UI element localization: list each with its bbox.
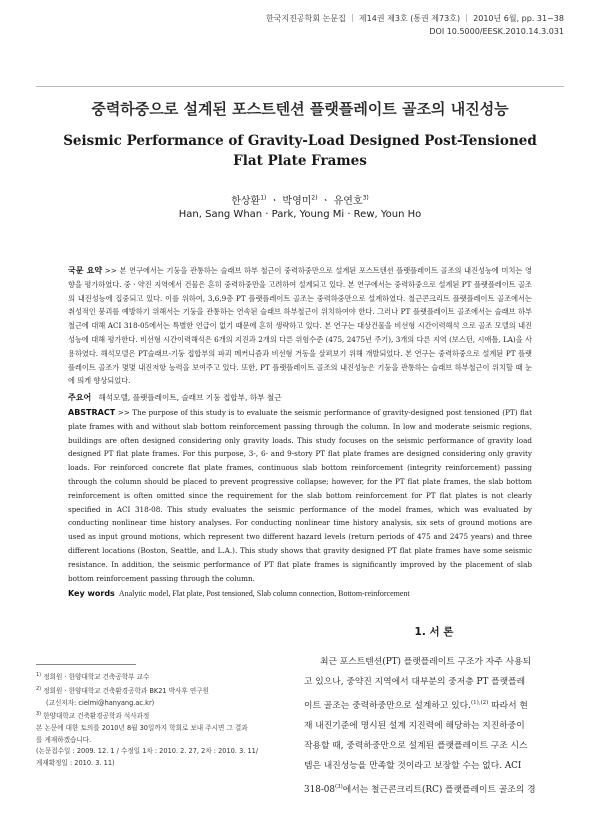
- introduction-body: [304, 652, 562, 800]
- doi: DOI 10.5000/EESK.2010.14.3.031: [429, 27, 564, 36]
- keywords-english: [68, 587, 532, 600]
- abstract-korean-text: 본 연구에서는 기둥을 관통하는 슬래브 하부 철근이 중력하중만으로 설계된 포스트텐션 플랫플레이트 골조의 내진성능에 미치는 영향을 평가하였다. 중ㆍ약진 지역에서 건물은 흔히 중력하중만을 고려하여 설계되고 있다. 본 연구에서는 중력하중으로 설계된 PT 플랫플레이트 골조의 내진성능에 집중되고 있다. 이를 위하여, 3,6,9층 PT 플랫플레이트 골조는 중력하중만으로 설계하였다. 철근콘크리트 플랫플레이트 골조에서는 취성적인 붕괴를 예방하기 위해서는 기둥을 관통하는 연속된 슬래브 하부철근이 위치하여야 한다. 그러나 PT 플랫플레이트 골조에서는 슬래브 하부 철근에 대해 ACI 318-05에서는 특별한 언급이 없기 때문에 흔히 생략하고 있다. 본 연구는 대상건물을 비선형 시간이력해석 으로 골조 모델의 내진성능에 대해 평가한다. 비선형 시간이력해석은 6개의 지진과 2개의 다른 위험수준 (475, 2475년 주기), 3개의 다른 지역 (보스턴, 시애틀, LA)을 사용하였다. 해석모델은 PT슬래브-기둥 접합부의 파괴 메커니즘과 비선형 거동을 살펴보기 위해 개발되었다. 본 연구는 중력하중으로 설계된 PT 플랫플레이트 골조가 몇몇 내진저항 능력을 보여주고 있다. 또한, PT 플랫플레이트 골조의 내진성능은 기둥을 관통하는 슬래브 하부철근이 위치할 때 눈에 띄게 향상되었다.: [68, 266, 532, 386]
- abstract-english-paragraph: [68, 406, 532, 585]
- title-english-line2: Flat Plate Frames: [233, 153, 367, 169]
- footnote-1-mark: 1): [36, 672, 42, 678]
- journal-header: [266, 12, 564, 38]
- body-line: [304, 777, 562, 800]
- abstract-english-arrow: >>: [117, 408, 130, 417]
- keywords-korean-text: 해석모델, 플랫플레이트, 슬래브 기둥 접합부, 하부 철근: [98, 393, 282, 403]
- abstract-korean: [68, 264, 532, 404]
- body-line: 재 내진기준에 명시된 설계 지진력에 해당하는 지진하중이: [304, 720, 525, 731]
- author-3-mark: 3): [362, 194, 369, 202]
- footnote-3-mark: 3): [36, 711, 42, 718]
- author-1: 한상환: [231, 196, 261, 207]
- footnote-1-text: 정회원ㆍ한양대학교 건축공학부 교수: [43, 673, 150, 682]
- body-line-text: 이트 골조는 중력하중만으로 설계하고 있다.: [304, 700, 471, 711]
- abstract-korean-label: 국문 요약: [68, 266, 103, 275]
- footnote-2-text: 정회원ㆍ한양대학교 건축환경공학과 BK21 박사후 연구원: [43, 686, 210, 695]
- footnotes: [36, 670, 292, 769]
- footnote-3: [36, 709, 292, 723]
- body-line: [304, 693, 562, 716]
- author-2: 박영미: [282, 196, 312, 207]
- footnote-divider: [36, 664, 136, 665]
- body-line: 작용할 때, 중력하중만으로 설계된 플랫플레이트 구조 시스: [304, 741, 528, 752]
- footnote-2-mark: 2): [36, 685, 42, 692]
- authors-english: Han, Sang Whan · Park, Young Mi · Rew, Youn Ho: [178, 209, 422, 220]
- author-separator: ㆍ: [320, 196, 331, 207]
- abstract-korean-arrow: >>: [104, 266, 117, 275]
- keywords-korean: [68, 391, 532, 404]
- submission-dates-line2: 게재확정일 : 2010. 3. 11): [36, 758, 115, 767]
- keywords-korean-label: 주요어: [68, 393, 92, 403]
- abstract-english-label: ABSTRACT: [68, 408, 116, 417]
- author-2-mark: 2): [311, 194, 318, 202]
- section-heading-introduction: 1. 서 론: [414, 626, 454, 638]
- body-line-text: 318-08: [304, 784, 335, 795]
- author-separator: ㆍ: [269, 196, 280, 207]
- body-line: 고 있으나, 중약진 지역에서 대부분의 중저층 PT 플랫플레: [304, 677, 526, 688]
- body-line-text: 따라서 현: [488, 700, 528, 711]
- title-english: [36, 131, 564, 171]
- journal-citation: 한국지진공학회 논문집 ｜ 제14권 제3호 (통권 제73호) ｜ 2010년 6월, pp. 31~38: [266, 14, 564, 23]
- author-1-mark: 1): [260, 194, 267, 202]
- footnote-2: [36, 684, 292, 698]
- title-english-line1: Seismic Performance of Gravity-Load Designed Post-Tensioned: [63, 133, 537, 149]
- keywords-english-label: Key words: [68, 589, 115, 599]
- footnote-3-text: 한양대학교 건축환경공학과 석사과정: [43, 712, 150, 721]
- citation-ref: (1),(2): [470, 699, 489, 706]
- abstract-english: [68, 406, 532, 600]
- title-korean: 중력하중으로 설계된 포스트텐션 플랫플레이트 골조의 내진성능: [91, 100, 509, 118]
- body-line-text: 에서는 철근콘크리트(RC) 플랫플레이트 골조의 경: [342, 784, 536, 795]
- submission-dates-line1: (논문접수일 : 2009. 12. 1 / 수정일 1차 : 2010. 2. 27, 2차 : 2010. 3. 11/: [36, 747, 259, 756]
- author-3: 유연호: [333, 196, 363, 207]
- body-line: 템은 내진성능을 만족할 것이라고 보장할 수는 없다. ACI: [304, 761, 522, 772]
- keywords-english-text: Analytic model, Flat plate, Post tensioned, Slab column connection, Bottom-reinforcement: [118, 589, 410, 599]
- body-line: 최근 포스트텐션(PT) 플랫플레이트 구조가 자주 사용되: [320, 657, 532, 667]
- citation-ref: (3): [334, 783, 343, 790]
- header-divider: [36, 86, 564, 87]
- abstract-korean-paragraph: [68, 264, 532, 388]
- authors-korean: [36, 192, 564, 207]
- discussion-note-line2: 를 게재하겠습니다.: [36, 735, 92, 744]
- footnote-1: [36, 670, 292, 684]
- abstract-english-text: The purpose of this study is to evaluate the seismic performance of gravity-designed post tensioned (PT) flat plate frames with and without slab bottom reinforcement passing through the column. In low and moderate seismic regions, buildings are often designed considering only gravity loads. This study focuses on the seismic performance of gravity load designed PT flat plate frames. For this purpose, 3-, 6- and 9-story PT flat plate frames are designed considering only gravity loads. For reinforced concrete flat plate frames, continuous slab bottom reinforcement (integrity reinforcement) passing through the column should be placed to prevent progressive collapse; however, for the PT flat plate frames, the slab bottom reinforcement is often omitted since the requirement for the slab bottom reinforcement for PT flat plates is not clearly specified in ACI 318-08. This study evaluates the seismic performance of the model frames, which was evaluated by conducting nonlinear time history analyses. For conducting nonlinear time history analysis, six sets of ground motions are used as input ground motions, which represent two different hazard levels (return periods of 475 and 2475 years) and three different locations (Boston, Seattle, and L.A.). This study shows that gravity designed PT flat plate frames have some seismic resistance. In addition, the seismic performance of PT flat plate frames is significantly improved by the placement of slab bottom reinforcement passing through the column.: [68, 408, 532, 583]
- footnote-2-contact: (교신저자: cielmi@hanyang.ac.kr): [46, 698, 155, 707]
- discussion-note-line1: 본 논문에 대한 토의를 2010년 8월 30일까지 학회로 보내 주시면 그 결과: [36, 723, 248, 732]
